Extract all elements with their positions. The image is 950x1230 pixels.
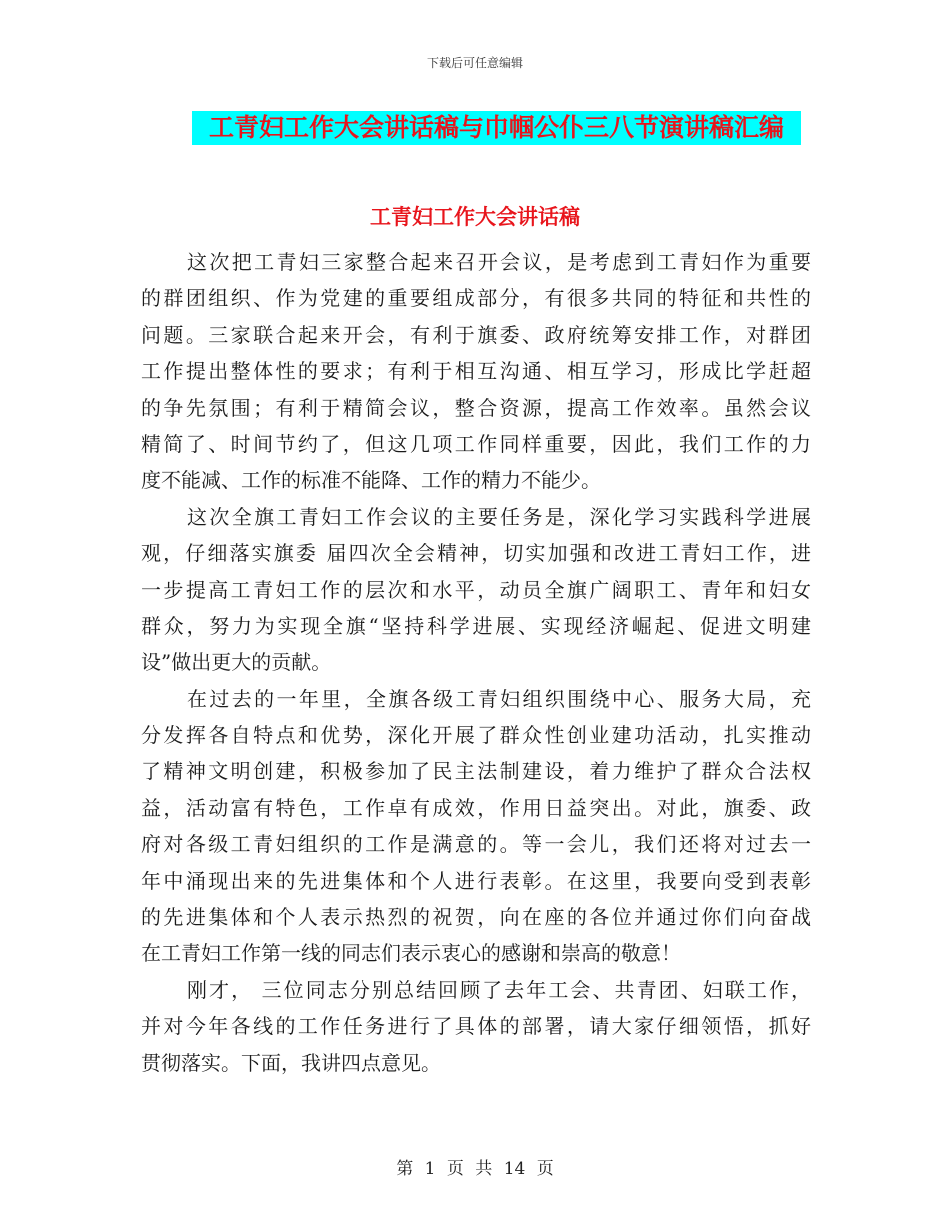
paragraph-line: 的争先氛围；有利于精简会议，整合资源，提高工作效率。虽然会议	[141, 395, 811, 420]
paragraph-line: 刚才， 三位同志分别总结回顾了去年工会、共青团、妇联工作，	[187, 977, 811, 1002]
paragraph-line: 年中涌现出来的先进集体和个人进行表彰。在这里，我要向受到表彰	[141, 868, 811, 893]
paragraph-line: 的先进集体和个人表示热烈的祝贺，向在座的各位并通过你们向奋战	[141, 905, 811, 930]
paragraph-line: 的群团组织、作为党建的重要组成部分，有很多共同的特征和共性的	[141, 286, 811, 311]
paragraph-line: 度不能减、工作的标准不能降、工作的精力不能少。	[141, 468, 601, 493]
page-number: 第 1 页 共 14 页	[396, 1159, 554, 1179]
main-title: 工青妇工作大会讲话稿与巾帼公仆三八节演讲稿汇编	[208, 113, 784, 142]
paragraph-line: 益，活动富有特色，工作卓有成效，作用日益突出。对此，旗委、政	[141, 795, 811, 820]
paragraph-line: 一步提高工青妇工作的层次和水平，动员全旗广阔职工、青年和妇女	[141, 577, 811, 602]
paragraph-line: 在过去的一年里，全旗各级工青妇组织围绕中心、服务大局，充	[187, 686, 811, 711]
paragraph-line: 工作提出整体性的要求；有利于相互沟通、相互学习，形成比学赶超	[141, 359, 811, 384]
paragraph-line: 府对各级工青妇组织的工作是满意的。等一会儿，我们还将对过去一	[141, 832, 811, 857]
paragraph-line: 这次把工青妇三家整合起来召开会议，是考虑到工青妇作为重要	[187, 250, 811, 274]
paragraph-line: 问题。三家联合起来开会，有利于旗委、政府统筹安排工作，对群团	[141, 322, 811, 347]
main-title-highlight	[192, 111, 801, 145]
paragraph-line: 群众，努力为实现全旗“坚持科学进展、实现经济崛起、促进文明建	[141, 613, 811, 638]
paragraph-line: 分发挥各自特点和优势，深化开展了群众性创业建功活动，扎实推动	[141, 723, 811, 748]
paragraph-line: 精简了、时间节约了，但这几项工作同样重要，因此，我们工作的力	[141, 431, 811, 456]
page-header-note: 下载后可任意编辑	[426, 56, 523, 70]
paragraph-line: 并对今年各线的工作任务进行了具体的部署，请大家仔细领悟，抓好	[141, 1014, 811, 1039]
paragraph-line: 了精神文明创建，积极参加了民主法制建设，着力维护了群众合法权	[141, 759, 811, 784]
paragraph-line: 在工青妇工作第一线的同志们表示衷心的感谢和崇高的敬意！	[141, 941, 681, 966]
paragraph-line: 贯彻落实。下面，我讲四点意见。	[141, 1050, 441, 1075]
paragraph-line: 这次全旗工青妇工作会议的主要任务是，深化学习实践科学进展	[187, 504, 811, 529]
section-title: 工青妇工作大会讲话稿	[370, 205, 580, 229]
paragraph-line: 观，仔细落实旗委 届四次全会精神，切实加强和改进工青妇工作，进	[141, 541, 811, 566]
paragraph-line: 设”做出更大的贡献。	[141, 650, 332, 675]
body-text	[141, 244, 811, 1081]
